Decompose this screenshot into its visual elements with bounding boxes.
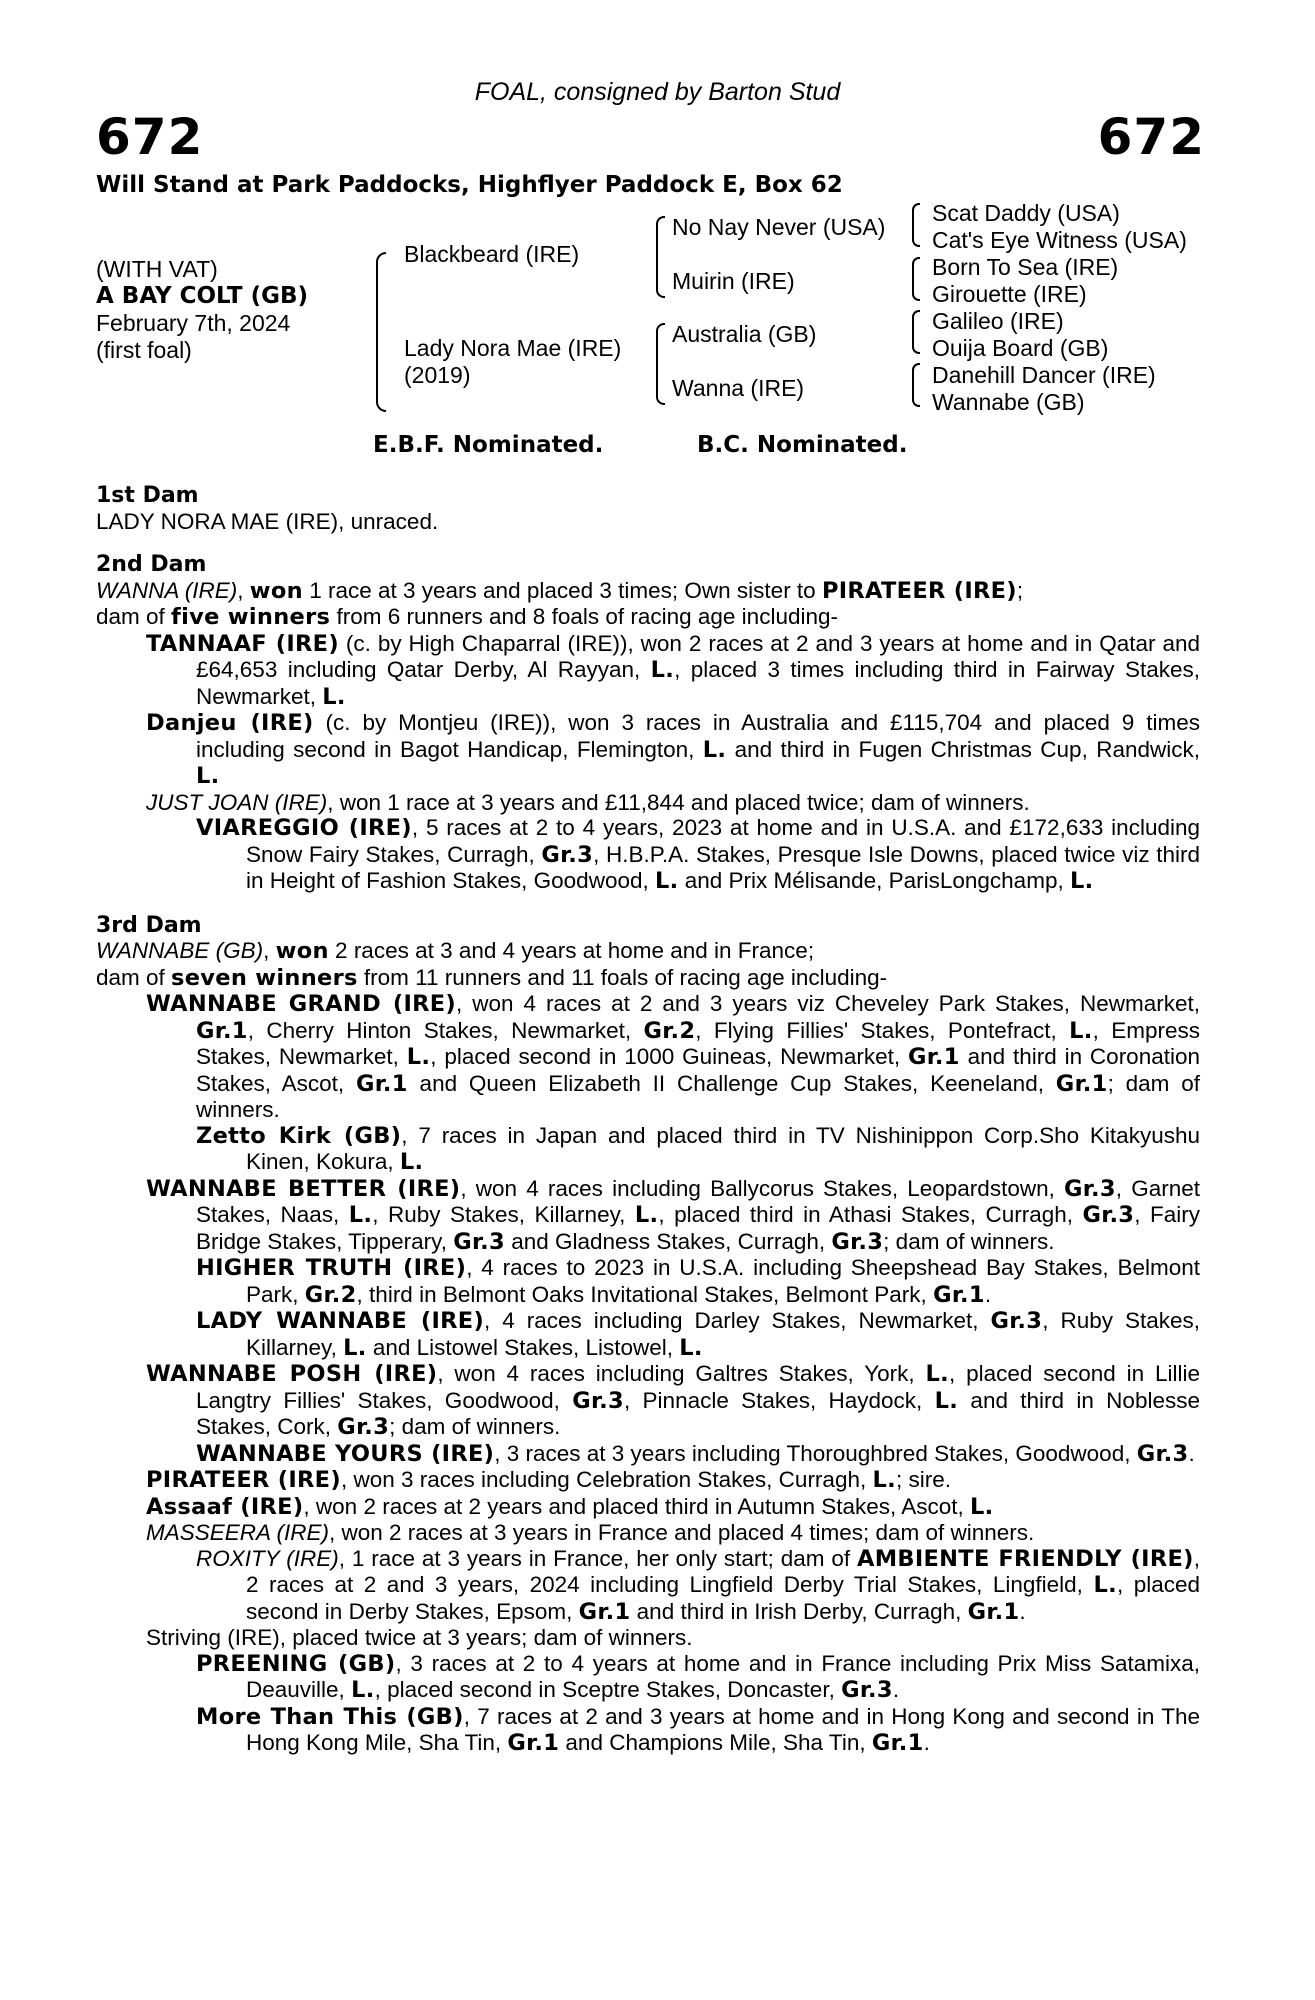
second-dam-heading: 2nd Dam [96, 552, 207, 577]
sire-name: Blackbeard (IRE) [404, 241, 580, 267]
first-dam-heading: 1st Dam [96, 483, 199, 508]
stand-location: Will Stand at Park Paddocks, Highflyer Paddock E, Box 62 [96, 172, 843, 198]
first-foal-note: (first foal) [96, 337, 192, 363]
produce-entry-masseera: MASSEERA (IRE), won 2 races at 3 years in France and placed 4 times; dam of winners. [146, 1520, 1035, 1545]
produce-entry-viareggio: VIAREGGIO (IRE), 5 races at 2 to 4 years, 2023 at home and in U.S.A. and £172,633 including Snow Fairy Stakes, Curragh, Gr.3, H.B.P.A. Stakes, Presque Isle Downs, placed twice viz third in Height of Fashion Stakes, Goodwood, L. and Prix Mélisande, ParisLongchamp, L. [196, 815, 1200, 894]
second-dam-intro: WANNA (IRE), won 1 race at 3 years and placed 3 times; Own sister to PIRATEER (IRE); [96, 577, 1024, 604]
lot-number-right: 672 [1097, 108, 1205, 166]
second-dam-produce-summary: dam of five winners from 6 runners and 8 foals of racing age including- [96, 604, 838, 630]
pedigree-brace-sire [656, 216, 665, 298]
lot-number-left: 672 [96, 108, 204, 166]
ebf-nomination: E.B.F. Nominated. [373, 432, 604, 458]
gen3-2: Cat's Eye Witness (USA) [932, 227, 1187, 253]
gen3-1: Scat Daddy (USA) [932, 200, 1120, 226]
third-dam-heading: 3rd Dam [96, 912, 202, 938]
sire-sire-name: No Nay Never (USA) [672, 214, 886, 240]
produce-entry-striving: Striving (IRE), placed twice at 3 years; dam of winners. [146, 1625, 693, 1650]
dam-name: Lady Nora Mae (IRE) [404, 335, 622, 361]
gen3-6: Ouija Board (GB) [932, 335, 1109, 361]
produce-entry-just-joan: JUST JOAN (IRE), won 1 race at 3 years and £11,844 and placed twice; dam of winners. [146, 789, 1030, 815]
catalogue-body [96, 483, 1200, 1757]
foaling-date: February 7th, 2024 [96, 310, 291, 336]
pedigree-brace-g3 [912, 310, 920, 354]
pedigree-brace-g4 [912, 363, 920, 407]
bc-nomination: B.C. Nominated. [697, 432, 908, 458]
horse-description: A BAY COLT (GB) [96, 283, 309, 309]
produce-entry-preening: PREENING (GB), 3 races at 2 to 4 years at home and in France including Prix Miss Satamixa, Deauville, L., placed second in Sceptre Stakes, Doncaster, Gr.3. [196, 1650, 1200, 1703]
consignor-line: FOAL, consigned by Barton Stud [474, 78, 841, 106]
dam-year: (2019) [404, 362, 471, 388]
produce-entry-wannabe-yours: WANNABE YOURS (IRE), 3 races at 3 years including Thoroughbred Stakes, Goodwood, Gr.3. [196, 1440, 1195, 1467]
gen3-5: Galileo (IRE) [932, 308, 1064, 334]
third-dam-intro: WANNABE (GB), won 2 races at 3 and 4 years at home and in France; [96, 938, 815, 964]
pedigree-brace-main [376, 252, 386, 412]
dam-dam-name: Wanna (IRE) [672, 375, 805, 401]
produce-entry-tannaaf: TANNAAF (IRE) (c. by High Chaparral (IRE)), won 2 races at 2 and 3 years at home and in Qatar and £64,653 including Qatar Derby, Al Rayyan, L., placed 3 times including third in Fairway Stakes, Newmarket, L. [146, 630, 1200, 710]
produce-entry-lady-wannabe: LADY WANNABE (IRE), 4 races including Darley Stakes, Newmarket, Gr.3, Ruby Stakes, Killarney, L. and Listowel Stakes, Listowel, L. [196, 1308, 1200, 1361]
produce-entry-wannabe-posh: WANNABE POSH (IRE), won 4 races including Galtres Stakes, York, L., placed second in Lillie Langtry Fillies' Stakes, Goodwood, Gr.3, Pinnacle Stakes, Haydock, L. and third in Noblesse Stakes, Cork, Gr.3; dam of winners. [146, 1361, 1201, 1440]
produce-entry-danjeu: Danjeu (IRE) (c. by Montjeu (IRE)), won 3 races in Australia and £115,704 and placed 9 times including second in Bagot Handicap, Flemington, L. and third in Fugen Christmas Cup, Randwick, L. [146, 710, 1201, 789]
vat-note: (WITH VAT) [96, 256, 218, 282]
gen3-4: Girouette (IRE) [932, 281, 1087, 307]
sire-dam-name: Muirin (IRE) [672, 268, 795, 294]
third-dam-produce-summary: dam of seven winners from 11 runners and 11 foals of racing age including- [96, 964, 888, 991]
produce-entry-assaaf: Assaaf (IRE), won 2 races at 2 years and placed third in Autumn Stakes, Ascot, L. [146, 1493, 994, 1520]
gen3-7: Danehill Dancer (IRE) [932, 362, 1156, 388]
gen3-8: Wannabe (GB) [932, 389, 1085, 415]
produce-entry-roxity: ROXITY (IRE), 1 race at 3 years in France, her only start; dam of AMBIENTE FRIENDLY (IRE), 2 races at 2 and 3 years, 2024 including Lingfield Derby Trial Stakes, Lingfield, L., placed second in Derby Stakes, Epsom, Gr.1 and third in Irish Derby, Curragh, Gr.1. [196, 1545, 1200, 1625]
pedigree-brace-g1 [912, 203, 920, 247]
first-dam-text: LADY NORA MAE (IRE), unraced. [96, 508, 439, 534]
gen3-3: Born To Sea (IRE) [932, 254, 1119, 280]
produce-entry-higher-truth: HIGHER TRUTH (IRE), 4 races to 2023 in U.S.A. including Sheepshead Bay Stakes, Belmont Park, Gr.2, third in Belmont Oaks Invitational Stakes, Belmont Park, Gr.1. [196, 1255, 1200, 1308]
produce-entry-more-than-this: More Than This (GB), 7 races at 2 and 3 years at home and in Hong Kong and second in The Hong Kong Mile, Sha Tin, Gr.1 and Champions Mile, Sha Tin, Gr.1. [196, 1703, 1200, 1756]
pedigree-brace-dam [656, 323, 665, 405]
produce-entry-pirateer: PIRATEER (IRE), won 3 races including Celebration Stakes, Curragh, L.; sire. [146, 1467, 951, 1493]
pedigree-brace-g2 [912, 257, 920, 301]
dam-sire-name: Australia (GB) [672, 321, 817, 347]
produce-entry-zetto-kirk: Zetto Kirk (GB), 7 races in Japan and placed third in TV Nishinippon Corp.Sho Kitakyushu Kinen, Kokura, L. [196, 1122, 1200, 1175]
produce-entry-wannabe-grand: WANNABE GRAND (IRE), won 4 races at 2 and 3 years viz Cheveley Park Stakes, Newmarket, Gr.1, Cherry Hinton Stakes, Newmarket, Gr.2, Flying Fillies' Stakes, Pontefract, L., Empress Stakes, Newmarket, L., placed second in 1000 Guineas, Newmarket, Gr.1 and third in Coronation Stakes, Ascot, Gr.1 and Queen Elizabeth II Challenge Cup Stakes, Keeneland, Gr.1; dam of winners. [146, 991, 1201, 1122]
produce-entry-wannabe-better: WANNABE BETTER (IRE), won 4 races including Ballycorus Stakes, Leopardstown, Gr.3, Garnet Stakes, Naas, L., Ruby Stakes, Killarney, L., placed third in Athasi Stakes, Curragh, Gr.3, Fairy Bridge Stakes, Tipperary, Gr.3 and Gladness Stakes, Curragh, Gr.3; dam of winners. [146, 1175, 1200, 1255]
